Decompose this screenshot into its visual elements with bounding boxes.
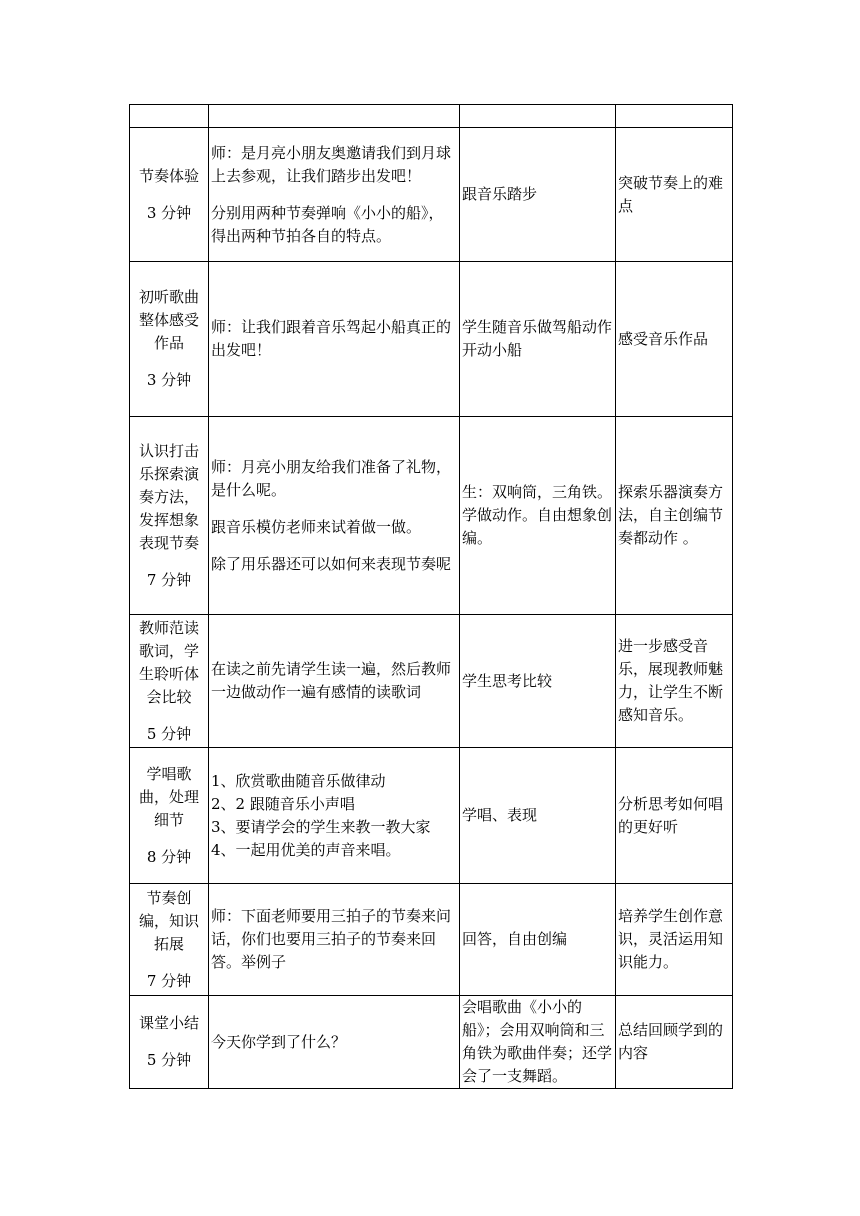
header-cell: [616, 105, 733, 128]
teacher-activity-cell: [209, 262, 460, 417]
lesson-plan-table: [129, 104, 733, 1089]
stage-time: 5 分钟: [146, 1051, 192, 1069]
teacher-activity-text: 师：让我们跟着音乐驾起小船真正的出发吧！: [211, 318, 452, 359]
stage-name: 初听歌曲整体感受作品: [138, 288, 199, 352]
teacher-activity-text: 分别用两种节奏弹响《小小的船》，得出两种节拍各自的特点。: [211, 203, 444, 245]
step-text: 一起用优美的声音来唱。: [235, 840, 401, 859]
stage-name: 节奏创编，知识拓展: [138, 888, 199, 953]
stage-cell: [130, 884, 209, 996]
list-item: [211, 793, 457, 816]
teacher-activity-text: 今天你学到了什么？: [211, 1032, 347, 1051]
student-activity-cell: 会唱歌曲《小小的船》；会用双响筒和三角铁为歌曲伴奏；还学会了一支舞蹈。: [460, 996, 616, 1089]
table-row: [130, 884, 733, 996]
purpose-cell: 突破节奏上的难点: [616, 128, 733, 262]
step-text: 2 跟随音乐小声唱: [235, 794, 355, 813]
stage-cell: [130, 417, 209, 615]
stage-name: 学唱歌曲，处理细节: [138, 764, 199, 829]
table-row: [130, 615, 733, 748]
stage-time: 3 分钟: [146, 371, 192, 389]
step-text: 要请学会的学生来教一教大家: [235, 817, 431, 836]
table-row: [130, 262, 733, 417]
teacher-activity-text: 在读之前先请学生读一遍，然后教师一边做动作一遍有感情的读歌词: [211, 660, 452, 701]
student-activity-cell: 回答，自由创编: [460, 884, 616, 996]
student-activity-cell: 学生随音乐做驾船动作开动小船: [460, 262, 616, 417]
list-item: [211, 770, 457, 793]
teacher-activity-text: 除了用乐器还可以如何来表现节奏呢: [211, 554, 452, 573]
step-number: 1、: [211, 771, 236, 790]
stage-name: 课堂小结: [138, 1014, 199, 1032]
purpose-cell: 感受音乐作品: [616, 262, 733, 417]
purpose-cell: 进一步感受音乐，展现教师魅力，让学生不断感知音乐。: [616, 615, 733, 748]
table-row: [130, 748, 733, 884]
teacher-activity-text: 跟音乐模仿老师来试着做一做。: [211, 517, 422, 536]
list-item: [211, 839, 457, 862]
teacher-activity-cell: [209, 128, 460, 262]
stage-time: 7 分钟: [146, 971, 192, 990]
student-activity-cell: 跟音乐踏步: [460, 128, 616, 262]
stage-name: 教师范读歌词，学生聆听体会比较: [138, 618, 199, 706]
purpose-cell: 探索乐器演奏方法，自主创编节奏都动作 。: [616, 417, 733, 615]
stage-name: 认识打击乐探索演奏方法，发挥想象表现节奏: [138, 441, 199, 552]
teaching-steps-list: [211, 770, 457, 862]
table-header-row: [130, 105, 733, 128]
teacher-activity-cell: [209, 615, 460, 748]
student-activity-cell: 生：双响筒，三角铁。学做动作。自由想象创编。: [460, 417, 616, 615]
stage-time: 5 分钟: [146, 724, 192, 743]
step-number: 4、: [211, 840, 236, 859]
table-row: [130, 128, 733, 262]
teacher-activity-cell: [209, 417, 460, 615]
table-row: [130, 417, 733, 615]
step-text: 欣赏歌曲随音乐做律动: [235, 771, 386, 790]
stage-cell: [130, 262, 209, 417]
header-cell: [460, 105, 616, 128]
stage-name: 节奏体验: [138, 166, 199, 185]
stage-time: 7 分钟: [146, 570, 192, 589]
teacher-activity-text: 师：月亮小朋友给我们准备了礼物，是什么呢。: [211, 457, 452, 499]
stage-cell: [130, 748, 209, 884]
teacher-activity-cell: [209, 748, 460, 884]
stage-cell: [130, 128, 209, 262]
stage-cell: [130, 615, 209, 748]
step-number: 3、: [211, 817, 236, 836]
stage-time: 3 分钟: [146, 203, 192, 222]
purpose-cell: 总结回顾学到的内容: [616, 996, 733, 1089]
stage-cell: [130, 996, 209, 1089]
teacher-activity-cell: [209, 884, 460, 996]
student-activity-cell: 学生思考比较: [460, 615, 616, 748]
teacher-activity-text: 师：是月亮小朋友奥邀请我们到月球上去参观，让我们踏步出发吧！: [211, 143, 452, 185]
header-cell: [130, 105, 209, 128]
student-activity-cell: 学唱、表现: [460, 748, 616, 884]
purpose-cell: 培养学生创作意识，灵活运用知识能力。: [616, 884, 733, 996]
header-cell: [209, 105, 460, 128]
teacher-activity-text: 师：下面老师要用三拍子的节奏来问话，你们也要用三拍子的节奏来回答。举例子: [211, 907, 452, 971]
step-number: 2、: [211, 794, 236, 813]
table-row: [130, 996, 733, 1089]
list-item: [211, 816, 457, 839]
stage-time: 8 分钟: [146, 847, 192, 866]
purpose-cell: 分析思考如何唱的更好听: [616, 748, 733, 884]
teacher-activity-cell: [209, 996, 460, 1089]
